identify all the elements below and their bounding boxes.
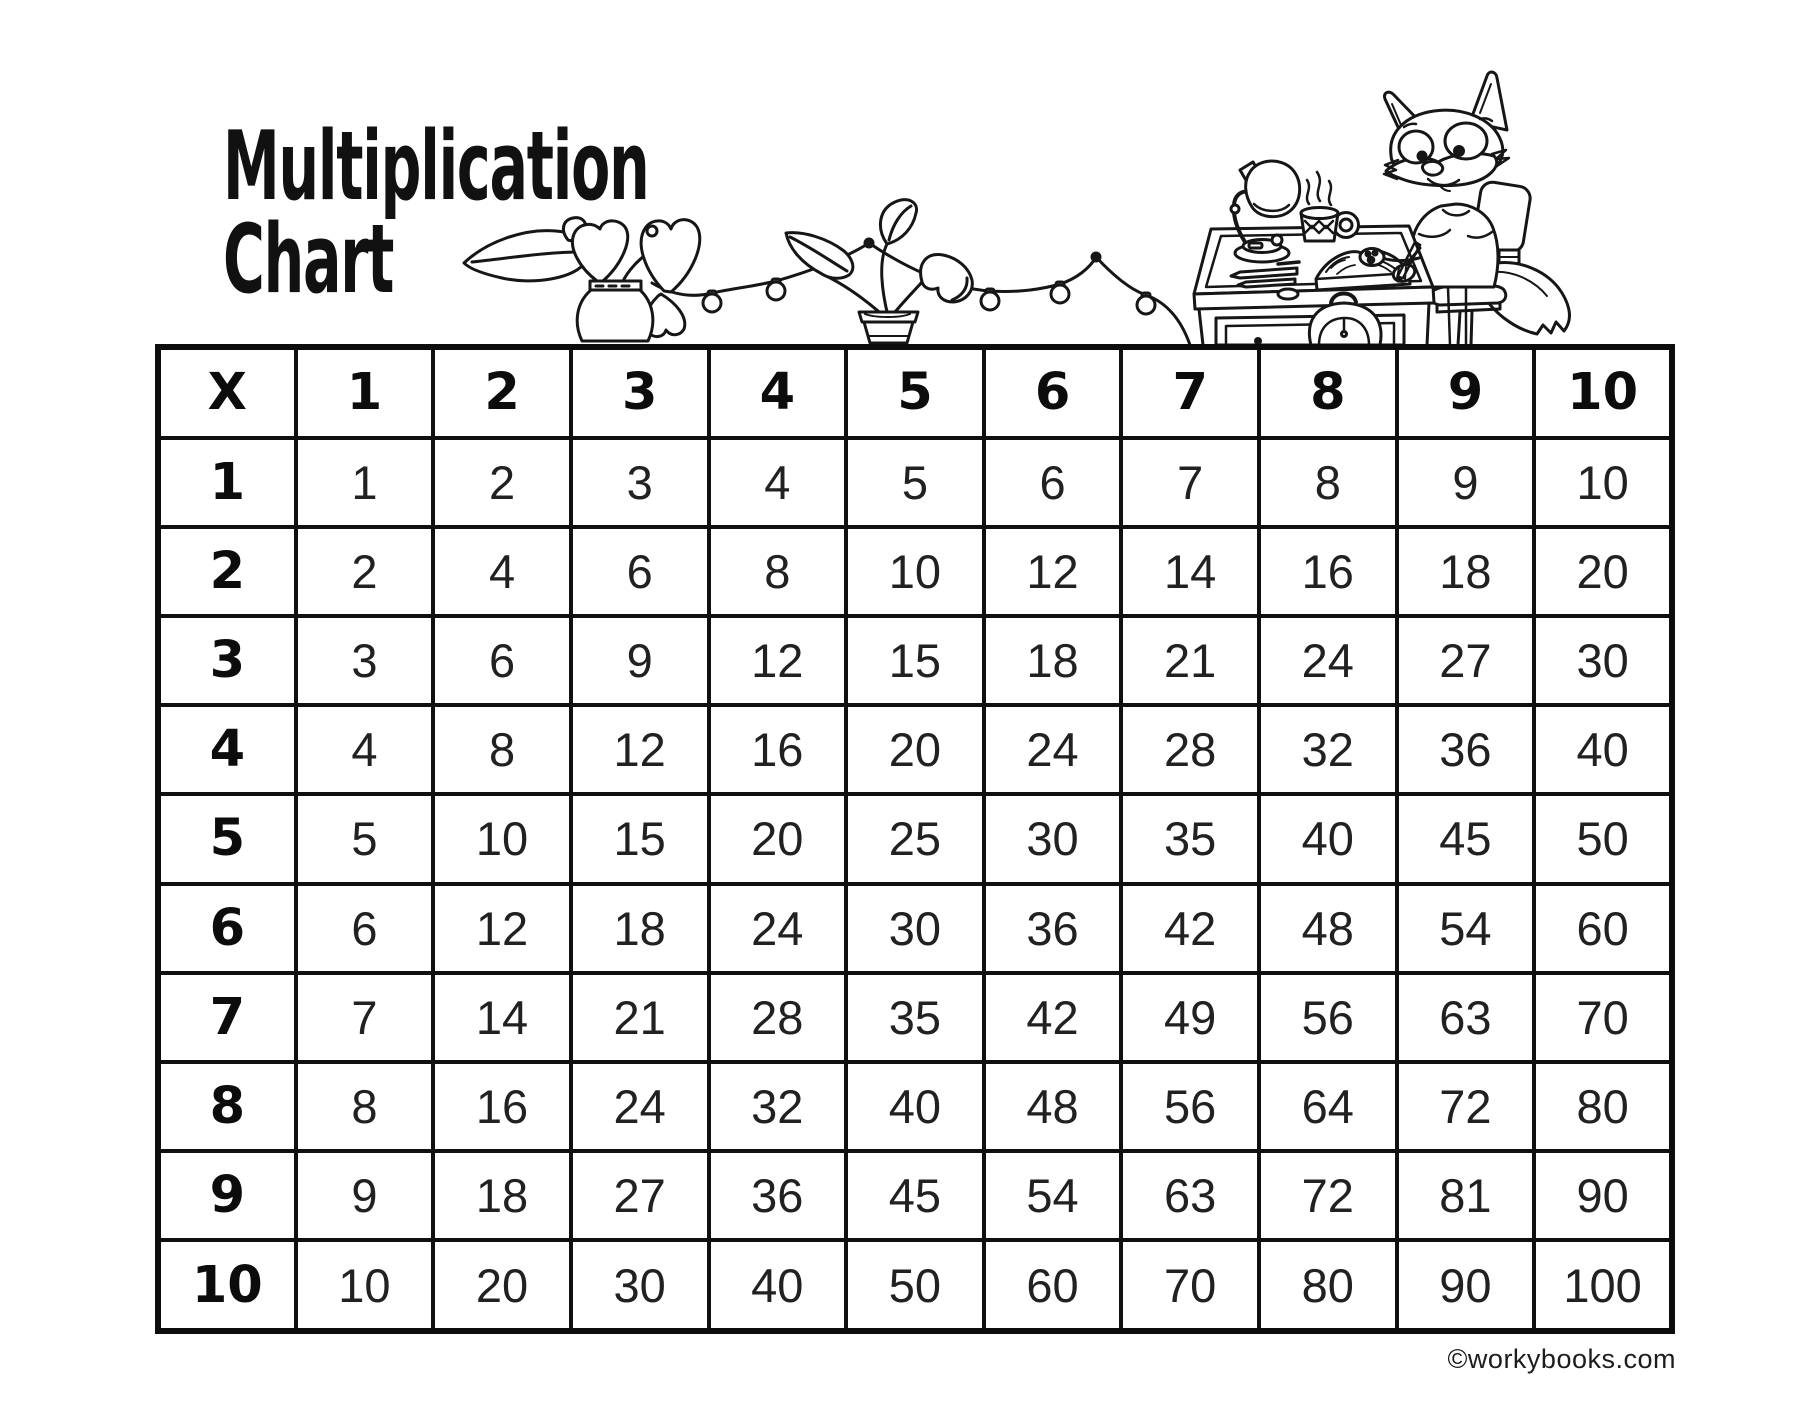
product-cell-1x8: 8: [1259, 438, 1397, 527]
product-cell-3x7: 21: [1121, 616, 1259, 705]
product-cell-10x10: 100: [1534, 1240, 1672, 1331]
row-header-7: 7: [158, 973, 296, 1062]
product-cell-7x7: 49: [1121, 973, 1259, 1062]
product-cell-1x1: 1: [296, 438, 434, 527]
product-cell-7x2: 14: [433, 973, 571, 1062]
product-cell-5x2: 10: [433, 794, 571, 883]
product-cell-6x9: 54: [1397, 884, 1535, 973]
steaming-mug: [1301, 172, 1359, 241]
column-header-9: 9: [1397, 347, 1535, 438]
column-header-4: 4: [709, 347, 847, 438]
chair-seat: [1430, 284, 1505, 345]
product-cell-7x3: 21: [571, 973, 709, 1062]
product-cell-5x8: 40: [1259, 794, 1397, 883]
row-header-3: 3: [158, 616, 296, 705]
product-cell-2x5: 10: [846, 527, 984, 616]
product-cell-2x9: 18: [1397, 527, 1535, 616]
row-header-1: 1: [158, 438, 296, 527]
product-cell-10x3: 30: [571, 1240, 709, 1331]
product-cell-9x7: 63: [1121, 1151, 1259, 1240]
product-cell-8x1: 8: [296, 1062, 434, 1151]
footer-credit: ©workybooks.com: [1447, 1344, 1676, 1374]
product-cell-1x2: 2: [433, 438, 571, 527]
product-cell-1x6: 6: [984, 438, 1122, 527]
product-cell-7x6: 42: [984, 973, 1122, 1062]
column-header-1: 1: [296, 347, 434, 438]
product-cell-10x5: 50: [846, 1240, 984, 1331]
product-cell-6x1: 6: [296, 884, 434, 973]
product-cell-6x7: 42: [1121, 884, 1259, 973]
product-cell-3x6: 18: [984, 616, 1122, 705]
product-cell-1x10: 10: [1534, 438, 1672, 527]
product-cell-7x10: 70: [1534, 973, 1672, 1062]
column-header-7: 7: [1121, 347, 1259, 438]
potted-plant: [786, 200, 972, 343]
product-cell-6x6: 36: [984, 884, 1122, 973]
page-title-line2: Chart: [223, 205, 394, 315]
product-cell-3x5: 15: [846, 616, 984, 705]
product-cell-4x2: 8: [433, 705, 571, 794]
product-cell-10x8: 80: [1259, 1240, 1397, 1331]
column-header-6: 6: [984, 347, 1122, 438]
product-cell-5x3: 15: [571, 794, 709, 883]
product-cell-8x10: 80: [1534, 1062, 1672, 1151]
page-title-line1: Multiplication: [223, 112, 649, 222]
product-cell-10x7: 70: [1121, 1240, 1259, 1331]
product-cell-6x10: 60: [1534, 884, 1672, 973]
product-cell-9x5: 45: [846, 1151, 984, 1240]
row-header-8: 8: [158, 1062, 296, 1151]
product-cell-8x3: 24: [571, 1062, 709, 1151]
product-cell-8x7: 56: [1121, 1062, 1259, 1151]
column-header-3: 3: [571, 347, 709, 438]
product-cell-8x2: 16: [433, 1062, 571, 1151]
product-cell-8x5: 40: [846, 1062, 984, 1151]
product-cell-6x2: 12: [433, 884, 571, 973]
column-header-8: 8: [1259, 347, 1397, 438]
column-header-5: 5: [846, 347, 984, 438]
multiplication-table: [155, 344, 1675, 1334]
product-cell-3x9: 27: [1397, 616, 1535, 705]
product-cell-9x8: 72: [1259, 1151, 1397, 1240]
product-cell-1x9: 9: [1397, 438, 1535, 527]
product-cell-4x9: 36: [1397, 705, 1535, 794]
product-cell-4x1: 4: [296, 705, 434, 794]
product-cell-6x3: 18: [571, 884, 709, 973]
product-cell-2x3: 6: [571, 527, 709, 616]
product-cell-2x8: 16: [1259, 527, 1397, 616]
product-cell-1x7: 7: [1121, 438, 1259, 527]
row-header-6: 6: [158, 884, 296, 973]
product-cell-3x3: 9: [571, 616, 709, 705]
product-cell-9x1: 9: [296, 1151, 434, 1240]
product-cell-2x1: 2: [296, 527, 434, 616]
page-title: [223, 112, 649, 315]
operator-cell: X: [158, 347, 296, 438]
product-cell-5x7: 35: [1121, 794, 1259, 883]
product-cell-7x1: 7: [296, 973, 434, 1062]
product-cell-10x9: 90: [1397, 1240, 1535, 1331]
product-cell-8x8: 64: [1259, 1062, 1397, 1151]
product-cell-8x4: 32: [709, 1062, 847, 1151]
product-cell-7x9: 63: [1397, 973, 1535, 1062]
product-cell-4x4: 16: [709, 705, 847, 794]
product-cell-3x8: 24: [1259, 616, 1397, 705]
product-cell-4x3: 12: [571, 705, 709, 794]
product-cell-3x1: 3: [296, 616, 434, 705]
row-header-5: 5: [158, 794, 296, 883]
product-cell-4x8: 32: [1259, 705, 1397, 794]
product-cell-2x4: 8: [709, 527, 847, 616]
product-cell-10x6: 60: [984, 1240, 1122, 1331]
row-header-10: 10: [158, 1240, 296, 1331]
product-cell-6x4: 24: [709, 884, 847, 973]
product-cell-7x8: 56: [1259, 973, 1397, 1062]
product-cell-9x9: 81: [1397, 1151, 1535, 1240]
product-cell-1x5: 5: [846, 438, 984, 527]
string-lights: [652, 239, 1190, 345]
product-cell-1x3: 3: [571, 438, 709, 527]
product-cell-1x4: 4: [709, 438, 847, 527]
row-header-9: 9: [158, 1151, 296, 1240]
product-cell-2x7: 14: [1121, 527, 1259, 616]
product-cell-2x10: 20: [1534, 527, 1672, 616]
product-cell-9x3: 27: [571, 1151, 709, 1240]
column-header-2: 2: [433, 347, 571, 438]
row-header-4: 4: [158, 705, 296, 794]
product-cell-10x2: 20: [433, 1240, 571, 1331]
product-cell-9x6: 54: [984, 1151, 1122, 1240]
product-cell-3x4: 12: [709, 616, 847, 705]
row-header-2: 2: [158, 527, 296, 616]
product-cell-5x1: 5: [296, 794, 434, 883]
product-cell-7x5: 35: [846, 973, 984, 1062]
product-cell-5x4: 20: [709, 794, 847, 883]
product-cell-7x4: 28: [709, 973, 847, 1062]
product-cell-6x8: 48: [1259, 884, 1397, 973]
product-cell-5x5: 25: [846, 794, 984, 883]
product-cell-8x9: 72: [1397, 1062, 1535, 1151]
product-cell-5x10: 50: [1534, 794, 1672, 883]
fox-head: [1384, 72, 1509, 191]
product-cell-8x6: 48: [984, 1062, 1122, 1151]
product-cell-6x5: 30: [846, 884, 984, 973]
product-cell-9x2: 18: [433, 1151, 571, 1240]
product-cell-4x7: 28: [1121, 705, 1259, 794]
product-cell-10x1: 10: [296, 1240, 434, 1331]
product-cell-2x6: 12: [984, 527, 1122, 616]
product-cell-10x4: 40: [709, 1240, 847, 1331]
product-cell-4x5: 20: [846, 705, 984, 794]
column-header-10: 10: [1534, 347, 1672, 438]
product-cell-5x9: 45: [1397, 794, 1535, 883]
product-cell-5x6: 30: [984, 794, 1122, 883]
product-cell-4x6: 24: [984, 705, 1122, 794]
product-cell-9x10: 90: [1534, 1151, 1672, 1240]
product-cell-9x4: 36: [709, 1151, 847, 1240]
product-cell-2x2: 4: [433, 527, 571, 616]
product-cell-4x10: 40: [1534, 705, 1672, 794]
product-cell-3x2: 6: [433, 616, 571, 705]
product-cell-3x10: 30: [1534, 616, 1672, 705]
